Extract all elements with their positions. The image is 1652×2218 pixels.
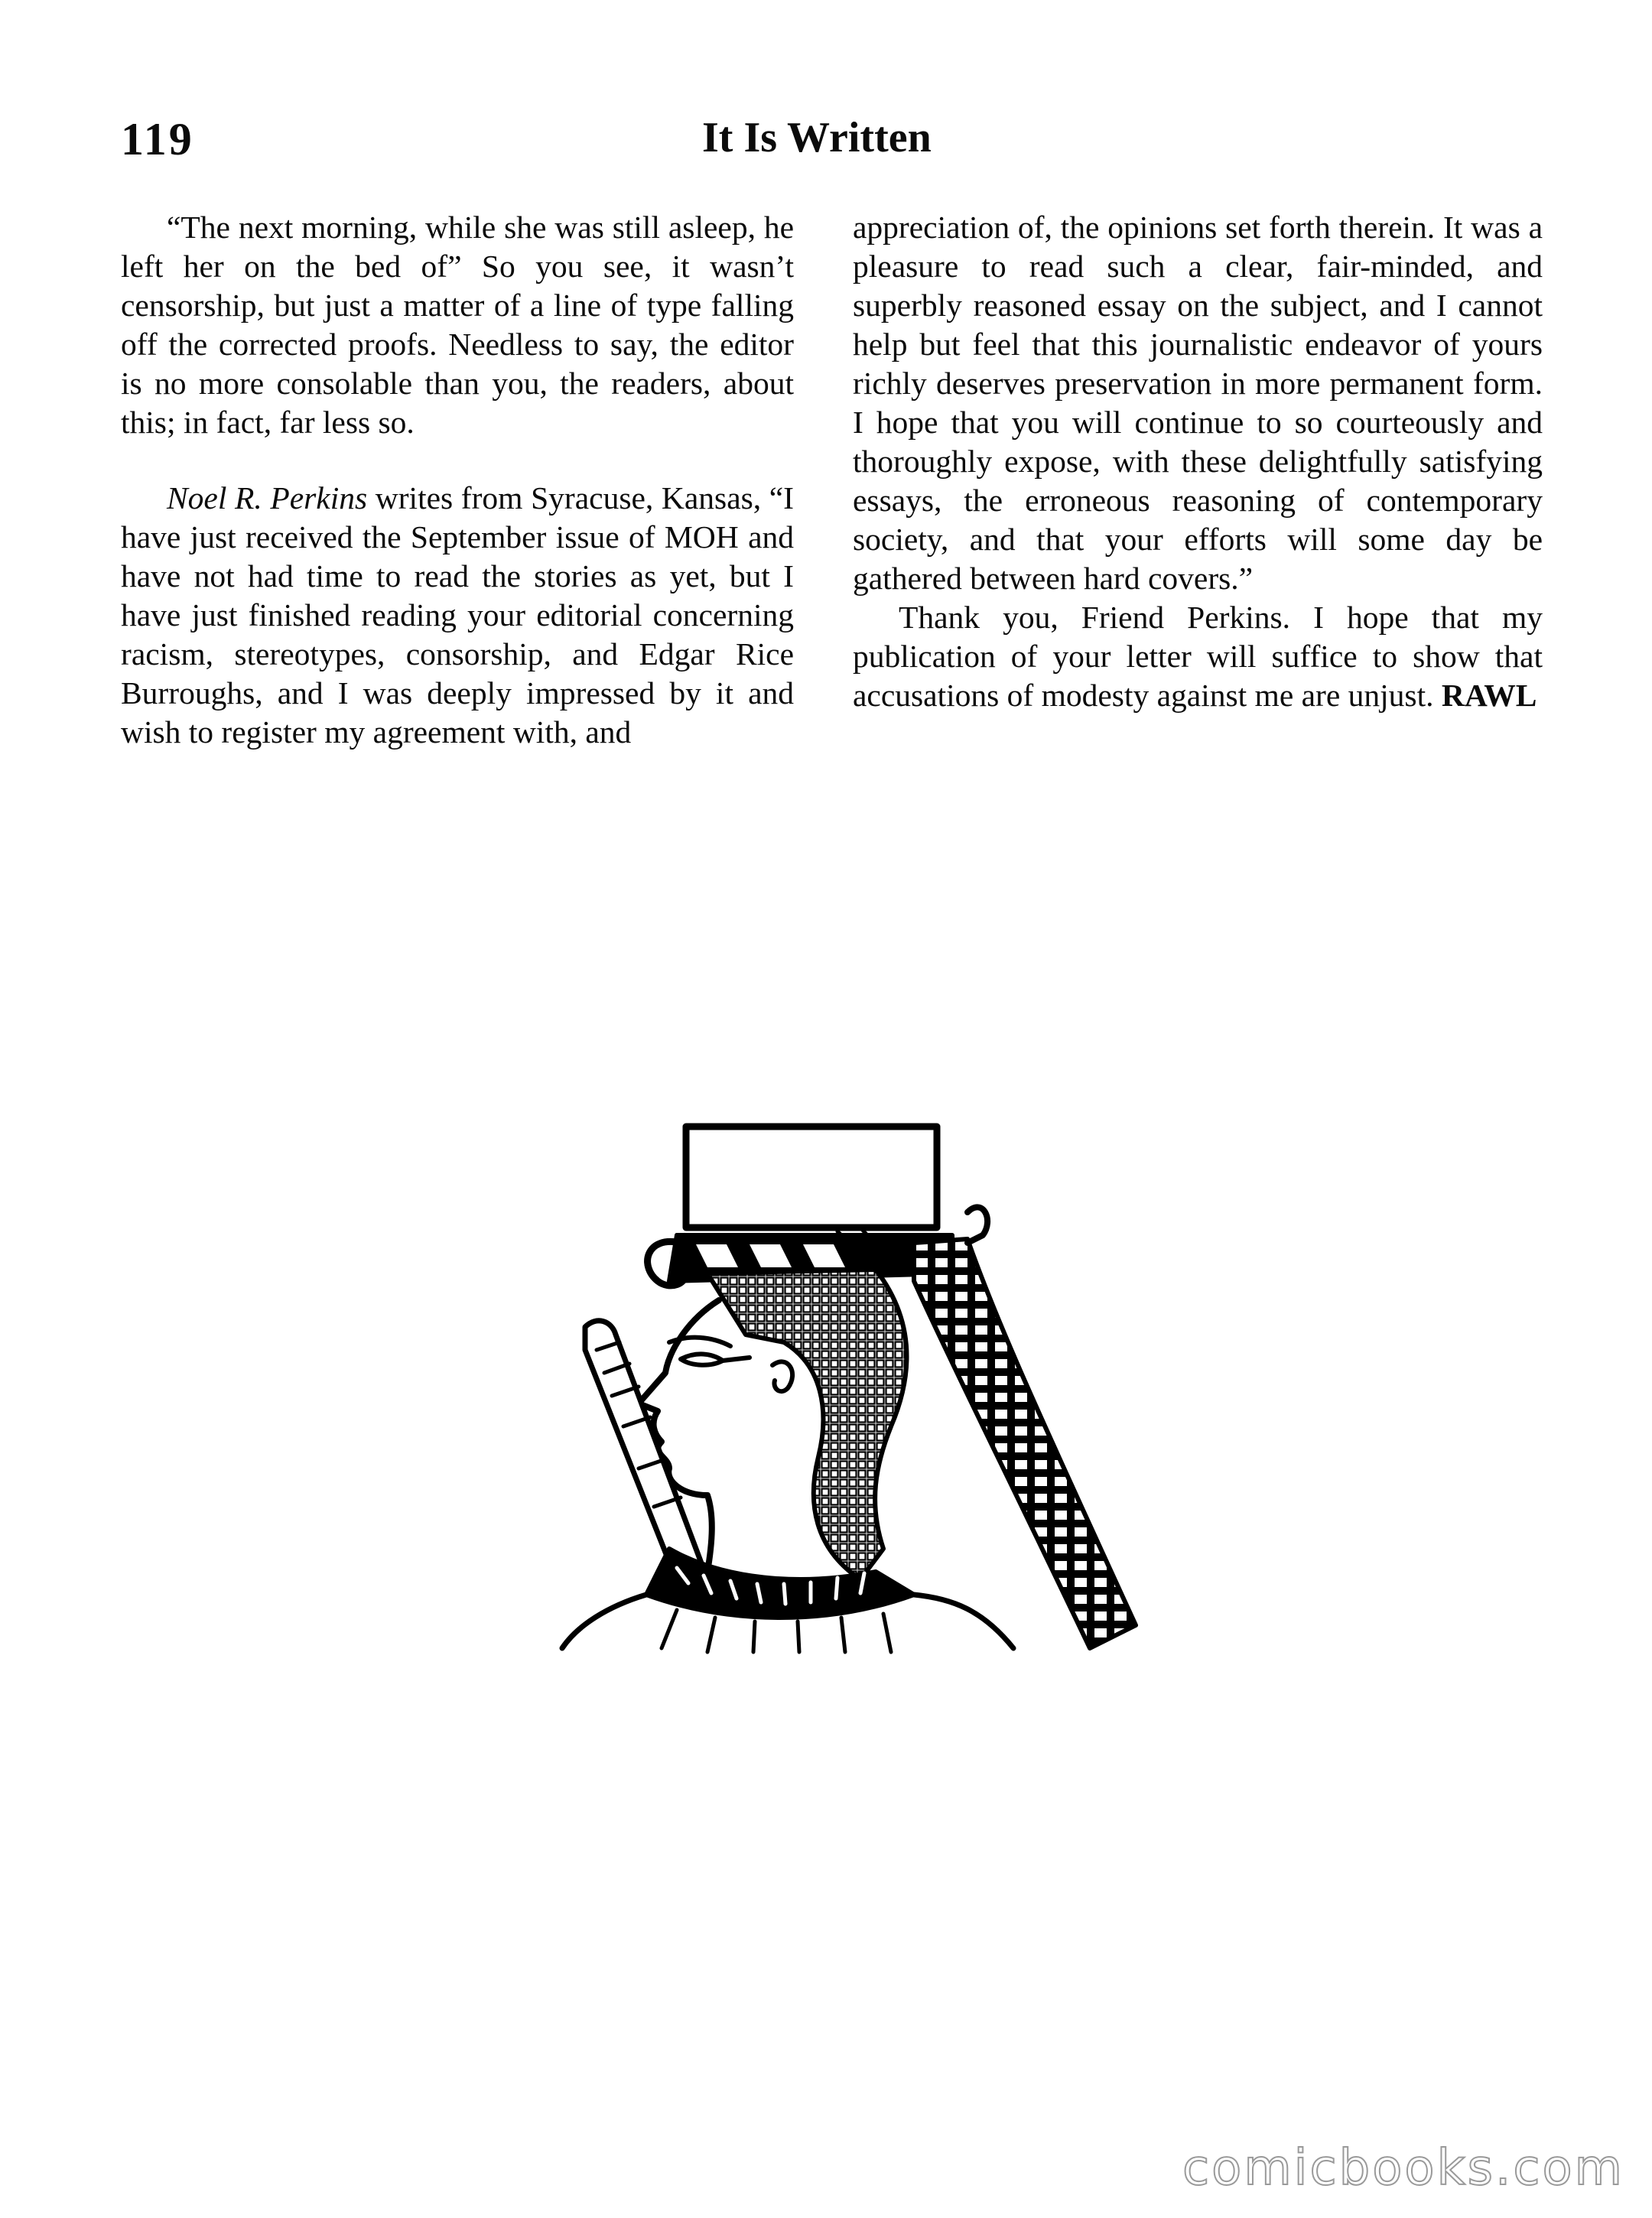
- paragraph-editor-note: “The next morning, while she was still asleep, he left her on the bed of” So you see, it wasn’t censorship, but just a matter of a line of type falling off the corrected proofs. Needless to say, the editor is no more consolable than you, the readers, about this; in fact, far less so.: [121, 210, 794, 440]
- page-number: 119: [121, 114, 194, 164]
- page-header: [121, 113, 1537, 174]
- paragraph-letter-intro: [121, 479, 794, 752]
- paragraph-editor-reply: [853, 598, 1543, 715]
- egyptian-queen-profile-icon: [554, 1120, 1205, 1656]
- right-column: [853, 208, 1543, 715]
- paragraph-letter-continued: appreciation of, the opinions set forth therein. It was a pleasure to read such a clear, fair-minded, and superbly reasoned essay on the subject, and I cannot help but feel that this journalistic endeavor of yours richly deserves preservation in more permanent form. I hope that you will continue to so courteously and thoroughly expose, with these delightfully satisfying essays, the erroneous reasoning of contemporary society, and that your efforts will some day be gathered between hard covers.”: [853, 210, 1543, 596]
- site-watermark: comicbooks.com: [1182, 2140, 1624, 2197]
- left-column: [121, 208, 794, 752]
- letter-body-start: writes from Syracuse, Kansas, “I have just received the September issue of MOH and have not had time to read the stories as yet, but I have just finished reading your editorial concerning racism, stereotypes, consorship, and Edgar Rice Burroughs, and I was deeply impressed by it and wish to register my agreement with, and: [121, 480, 794, 750]
- reply-text: Thank you, Friend Perkins. I hope that my publication of your letter will suffice to show that accusations of modesty against me are unjust.: [853, 600, 1543, 713]
- running-title: It Is Written: [702, 114, 932, 161]
- editor-signature: RAWL: [1441, 678, 1537, 713]
- crown-modius: [686, 1127, 937, 1228]
- letter-author-name: Noel R. Perkins: [167, 480, 368, 515]
